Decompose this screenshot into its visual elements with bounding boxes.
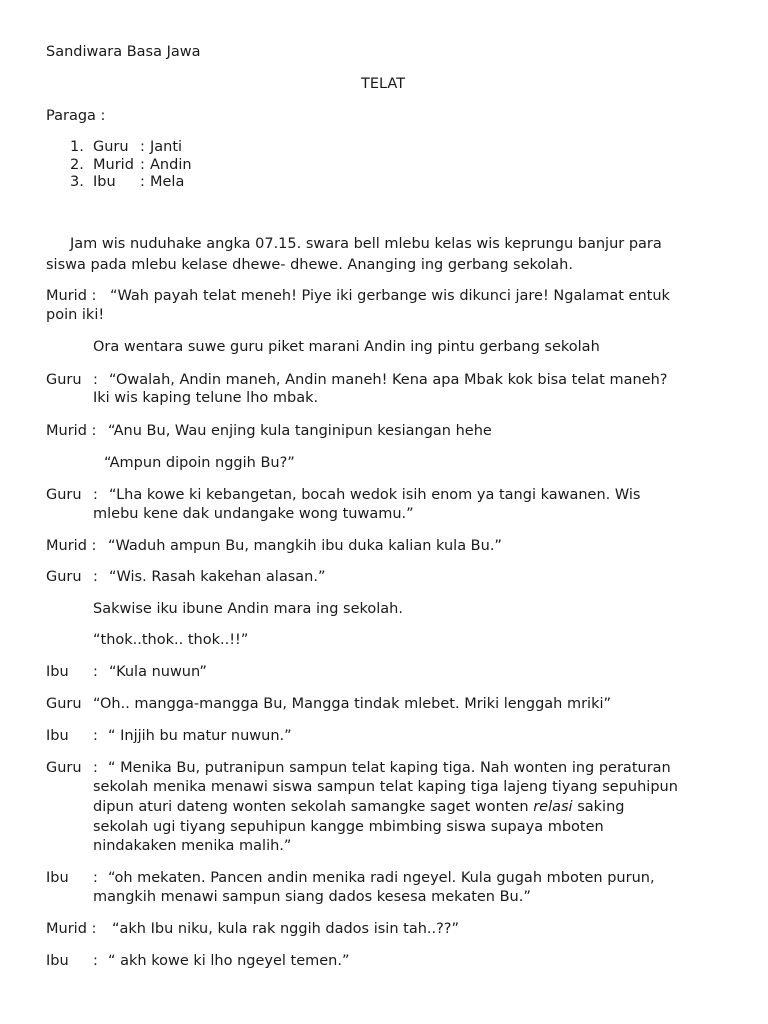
dialogue-line xyxy=(93,798,624,817)
speaker-colon: : xyxy=(93,664,98,680)
dialogue-line: “Waduh ampun Bu, mangkih ibu duka kalian kula Bu.” xyxy=(108,538,502,554)
intro-line: Jam wis nuduhake angka 07.15. swara bell mlebu kelas wis keprungu banjur para xyxy=(70,236,662,252)
speaker-label: Murid : xyxy=(46,423,97,439)
dialogue-line: “Wis. Rasah kakehan alasan.” xyxy=(109,569,326,585)
cast-role: Ibu xyxy=(93,174,116,190)
dialogue-line: “Lha kowe ki kebangetan, bocah wedok isih enom ya tangi kawanen. Wis xyxy=(109,487,641,503)
speaker-label: Ibu xyxy=(46,870,69,886)
speaker-label: Murid : xyxy=(46,921,97,937)
cast-name: Mela xyxy=(150,174,185,190)
narration-line: Ora wentara suwe guru piket marani Andin ing pintu gerbang sekolah xyxy=(93,339,600,355)
dialogue-line: “ Injjih bu matur nuwun.” xyxy=(108,728,292,744)
speaker-label: Guru xyxy=(46,696,82,712)
intro-line: siswa pada mlebu kelase dhewe- dhewe. Ananging ing gerbang sekolah. xyxy=(46,257,573,273)
dialogue-line: nindakaken menika malih.” xyxy=(93,838,292,854)
speaker-label: Murid : xyxy=(46,288,97,304)
cast-separator: : xyxy=(140,157,145,173)
dialogue-line: “akh Ibu niku, kula rak nggih dados isin tah..??” xyxy=(112,921,460,937)
dialogue-line: “Oh.. mangga-mangga Bu, Mangga tindak mlebet. Mriki lenggah mriki” xyxy=(93,696,612,712)
cast-name: Andin xyxy=(150,157,192,173)
dialogue-text: dipun aturi dateng wonten sekolah samangke saget wonten xyxy=(93,799,529,815)
speaker-label: Guru xyxy=(46,372,82,388)
document-title: TELAT xyxy=(361,76,406,92)
dialogue-line: “Owalah, Andin maneh, Andin maneh! Kena apa Mbak kok bisa telat maneh? xyxy=(109,372,668,388)
dialogue-line: Iki wis kaping telune lho mbak. xyxy=(93,390,319,406)
cast-role: Guru xyxy=(93,139,129,155)
dialogue-line: poin iki! xyxy=(46,307,105,323)
dialogue-line: mlebu kene dak undangake wong tuwamu.” xyxy=(93,506,414,522)
speaker-label: Guru xyxy=(46,760,82,776)
narration-line: Sakwise iku ibune Andin mara ing sekolah. xyxy=(93,601,403,617)
speaker-colon: : xyxy=(93,372,98,388)
speaker-label: Ibu xyxy=(46,664,69,680)
speaker-label: Ibu xyxy=(46,953,69,969)
cast-heading: Paraga : xyxy=(46,108,106,124)
speaker-label: Murid : xyxy=(46,538,97,554)
dialogue-line: “ akh kowe ki lho ngeyel temen.” xyxy=(108,953,350,969)
cast-number: 1. xyxy=(70,139,84,155)
dialogue-line: “Ampun dipoin nggih Bu?” xyxy=(104,455,295,471)
speaker-label: Guru xyxy=(46,569,82,585)
speaker-label: Ibu xyxy=(46,728,69,744)
cast-name: Janti xyxy=(150,139,183,155)
dialogue-line: “Wah payah telat meneh! Piye iki gerbange wis dikunci jare! Ngalamat entuk xyxy=(110,288,670,304)
italic-term: relasi xyxy=(533,799,573,815)
speaker-colon: : xyxy=(93,487,98,503)
speaker-label: Guru xyxy=(46,487,82,503)
cast-separator: : xyxy=(140,139,145,155)
cast-number: 2. xyxy=(70,157,84,173)
dialogue-line: mangkih menawi sampun siang dados kesesa mekaten Bu.” xyxy=(93,889,531,905)
dialogue-line: “ Menika Bu, putranipun sampun telat kaping tiga. Nah wonten ing peraturan xyxy=(108,760,671,776)
dialogue-line: “Kula nuwun” xyxy=(109,664,207,680)
cast-role: Murid xyxy=(93,157,134,173)
dialogue-line: sekolah menika menawi siswa sampun telat kaping tiga lajeng tiyang sepuhipun xyxy=(93,779,678,795)
dialogue-line: sekolah ugi tiyang sepuhipun kangge mbimbing siswa supaya mboten xyxy=(93,819,604,835)
dialogue-line: “oh mekaten. Pancen andin menika radi ngeyel. Kula gugah mboten purun, xyxy=(108,870,655,886)
cast-separator: : xyxy=(140,174,145,190)
speaker-colon: : xyxy=(93,870,98,886)
narration-line: “thok..thok.. thok..!!” xyxy=(93,632,249,648)
speaker-colon: : xyxy=(93,569,98,585)
cast-number: 3. xyxy=(70,174,84,190)
dialogue-line: “Anu Bu, Wau enjing kula tanginipun kesiangan hehe xyxy=(108,423,492,439)
speaker-colon: : xyxy=(93,728,98,744)
speaker-colon: : xyxy=(93,953,98,969)
speaker-colon: : xyxy=(93,760,98,776)
document-subtitle: Sandiwara Basa Jawa xyxy=(46,44,201,60)
dialogue-text: saking xyxy=(577,799,625,815)
